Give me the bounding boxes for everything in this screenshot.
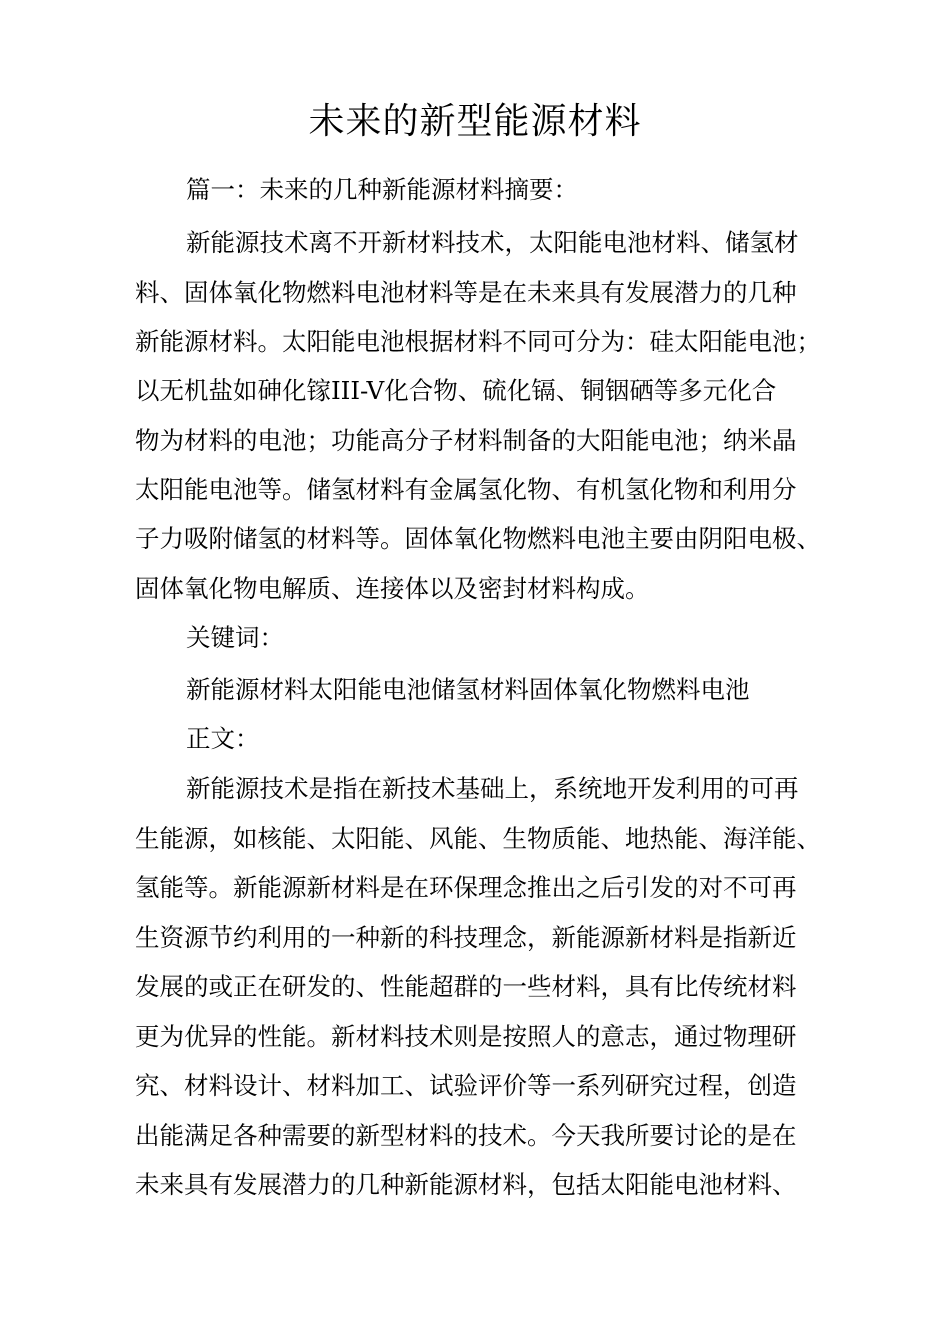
- abstract-line: 料、固体氧化物燃料电池材料等是在未来具有发展潜力的几种: [135, 278, 797, 307]
- abstract-line: 太阳能电池等。储氢材料有金属氢化物、有机氢化物和利用分: [135, 475, 797, 504]
- body-line: 未来具有发展潜力的几种新能源材料，包括太阳能电池材料、: [135, 1170, 797, 1199]
- body-line: 氢能等。新能源新材料是在环保理念推出之后引发的对不可再: [135, 873, 797, 902]
- body-line: 新能源技术是指在新技术基础上，系统地开发利用的可再: [186, 774, 799, 803]
- body-line: 出能满足各种需要的新型材料的技术。今天我所要讨论的是在: [135, 1121, 797, 1150]
- body-line: 生资源节约利用的一种新的科技理念，新能源新材料是指新近: [135, 923, 797, 952]
- abstract-line: 子力吸附储氢的材料等。固体氧化物燃料电池主要由阴阳电极、: [135, 524, 821, 553]
- body-line: 生能源，如核能、太阳能、风能、生物质能、地热能、海洋能、: [135, 824, 821, 853]
- abstract-line: 新能源材料。太阳能电池根据材料不同可分为：硅太阳能电池；: [135, 327, 821, 356]
- abstract-line: 新能源技术离不开新材料技术，太阳能电池材料、储氢材: [186, 228, 799, 257]
- keywords-heading: 关键词：: [186, 623, 284, 652]
- body-line: 更为优异的性能。新材料技术则是按照人的意志，通过物理研: [135, 1022, 797, 1051]
- section-heading: 篇一：未来的几种新能源材料摘要：: [186, 175, 578, 204]
- body-line: 发展的或正在研发的、性能超群的一些材料，具有比传统材料: [135, 972, 797, 1001]
- body-line: 究、材料设计、材料加工、试验评价等一系列研究过程，创造: [135, 1071, 797, 1100]
- document-title: 未来的新型能源材料: [308, 101, 642, 142]
- abstract-line: 固体氧化物电解质、连接体以及密封材料构成。: [135, 574, 650, 603]
- body-heading: 正文：: [186, 724, 260, 753]
- abstract-line: 物为材料的电池；功能高分子材料制备的大阳能电池；纳米晶: [135, 426, 797, 455]
- keywords-line: 新能源材料太阳能电池储氢材料固体氧化物燃料电池: [186, 675, 750, 704]
- abstract-line: 以无机盐如砷化镓III-V化合物、硫化镉、铜铟硒等多元化合: [135, 376, 777, 405]
